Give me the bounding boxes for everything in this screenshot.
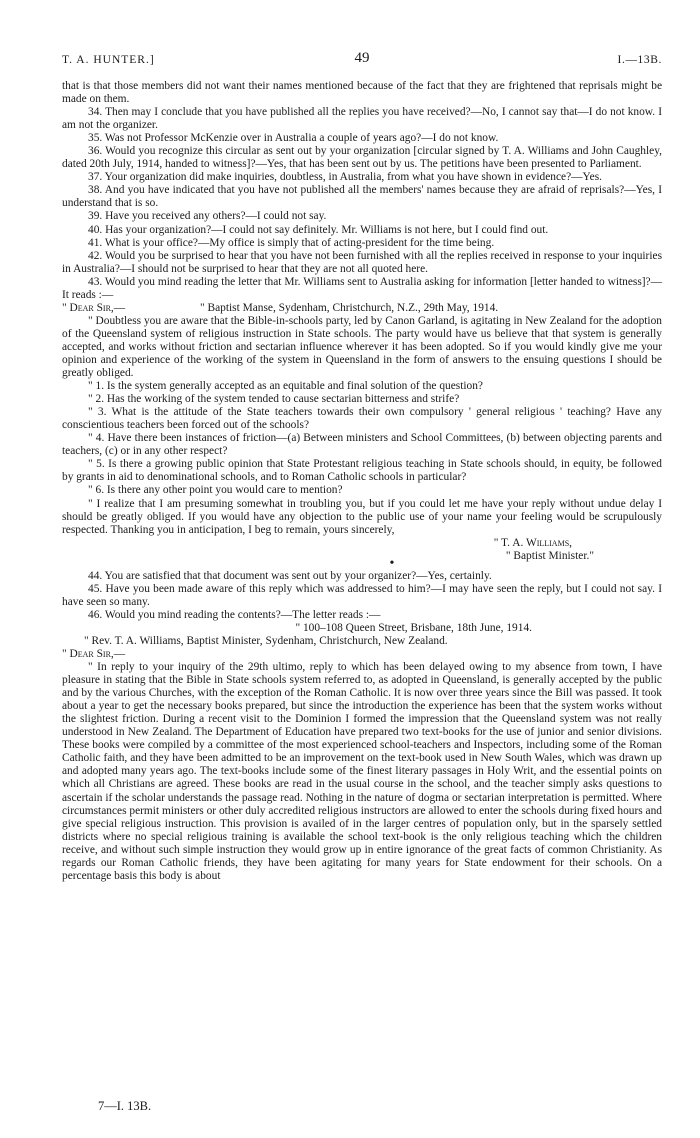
- letter1-salutation-text: " Dear Sir,—: [62, 301, 126, 314]
- letter1-signature-name: " T. A. Williams,: [493, 536, 572, 549]
- separator-dot: •: [389, 555, 395, 571]
- page-header: [62, 50, 662, 70]
- question-43: 43. Would you mind reading the letter that Mr. Williams sent to Australia asking for information [letter handed to witness]?—It reads :—: [62, 275, 662, 301]
- question-44: 44. You are satisfied that that document was sent out by your organizer?—Yes, certainly.: [88, 569, 492, 582]
- letter-williams: [62, 302, 662, 563]
- question-40: 40. Has your organization?—I could not say definitely. Mr. Williams is not here, but I could find out.: [88, 223, 549, 236]
- letter1-question-6: " 6. Is there any other point you would care to mention?: [88, 484, 343, 497]
- question-35: 35. Was not Professor McKenzie over in Australia a couple of years ago?—I do not know.: [88, 132, 499, 145]
- paper-reference: I.—13B.: [617, 54, 662, 66]
- signature-mark: 7—I. 13B.: [98, 1099, 152, 1113]
- page-number: 49: [354, 50, 370, 66]
- paragraph-continuation: that is that those members did not want their names mentioned because of the fact that they are frightened that reprisals might be made on them.: [62, 80, 662, 106]
- letter1-question-1: " 1. Is the system generally accepted as an equitable and final solution of the question?: [88, 380, 483, 393]
- letter2-address: " 100–108 Queen Street, Brisbane, 18th June, 1914.: [295, 621, 532, 634]
- letter1-address: " Baptist Manse, Sydenham, Christchurch, N.Z., 29th May, 1914.: [200, 301, 499, 314]
- question-46: 46. Would you mind reading the contents?—The letter reads :—: [88, 608, 381, 621]
- letter-reply: [62, 622, 662, 883]
- question-42: 42. Would you be surprised to hear that you have not been furnished with all the replies received in response to your inquiries in Australia?—I should not be surprised to hear that they are not all quoted here.: [62, 249, 662, 275]
- question-37: 37. Your organization did make inquiries, doubtless, in Australia, from what you have shown in evidence?—Yes.: [88, 171, 602, 184]
- question-39: 39. Have you received any others?—I could not say.: [88, 210, 327, 223]
- letter1-question-4: " 4. Have there been instances of friction—(a) Between ministers and School Committees, (b) between objecting parents and teachers, (c) or in any other respect?: [62, 432, 662, 458]
- letter1-closing: " I realize that I am presuming somewhat in troubling you, but if you could let me have your reply without undue delay I should be greatly obliged. If you would have any objection to the public use of your name your feeling would be scrupulously respected. Thanking you in anticipation, I beg to remain, yours sincerely,: [62, 497, 662, 536]
- question-38: 38. And you have indicated that you have not published all the members' names because they are afraid of reprisals?—Yes, I understand that is so.: [62, 184, 662, 210]
- letter2-salutation: " Dear Sir,—: [62, 648, 126, 661]
- question-36: 36. Would you recognize this circular as sent out by your organization [circular signed by T. A. Williams and John Caughley, dated 20th July, 1914, handed to witness]?—Yes, that has been sent out by us. The petitions have been presented to Parliament.: [62, 145, 662, 171]
- letter1-question-5: " 5. Is there a growing public opinion that State Protestant religious teaching in State schools should, in equity, be followed by grants in aid to denominational schools, and to Roman Catholic schools in particular?: [62, 458, 662, 484]
- question-34: 34. Then may I conclude that you have published all the replies you have received?—No, I cannot say that—I do not know. I am not the organizer.: [62, 106, 662, 132]
- letter2-body: " In reply to your inquiry of the 29th ultimo, reply to which has been delayed owing to my absence from town, I have pleasure in stating that the Bible in State schools system referred to, as adopted in Queensland, is generally accepted by the public and by the various Churches, with the exception of the Roman Catholic. It is now over three years since the Bill was passed. It took about a year to get the necessary books prepared, but since the introduction the experience has been that the system works without the slightest friction. During a recent visit to the Dominion I formed the impression that the Queensland system was not really understood in New Zealand. The Department of Education have prepared two text-books for the use of junior and senior divisions. These books were compiled by a committee of the most experienced school-teachers and Inspectors, including some of the Roman Catholic faith, and they have been admitted to be an improvement on the text-book used in New South Wales, which was drawn up and adopted many years ago. The text-books include some of the finest literary passages in Holy Writ, and the essential points on which all Christians are agreed. These books are read in the usual course in the school, and the teacher simply asks questions to ascertain if the scholar understands the passage read. Nothing in the nature of dogma or sectarian interpretation is permitted. Where circumstances permit ministers or other duly accredited religious instructors are allowed to enter the schools during fixed hours and give special religious instruction. This provision is availed of in the larger centres of population only, but in the sparsely settled districts where no special religious training is available the school text-book is the only religious teaching which the children receive, and without such simple instruction they would grow up in entire ignorance of the great facts of common Christianity. As regards our Roman Catholic friends, they have been agitating for many years for State endowment for their schools. On a percentage basis this body is about: [62, 661, 662, 882]
- letter1-paragraph: " Doubtless you are aware that the Bible-in-schools party, led by Canon Garland, is agitating in New Zealand for the adoption of the Queensland system of religious instruction in State schools. The party would have us believe that that system is generally accepted, and works without friction and sectarian influence wherever it has been adopted. So if you would kindly give me your opinion and experience of the working of the system in Queensland in the form of answers to the ensuing questions I should be greatly obliged.: [62, 314, 662, 380]
- letter1-question-3: " 3. What is the attitude of the State teachers towards their own compulsory ' general religious ' teaching? Have any conscientious teachers been forced out of the schools?: [62, 406, 662, 432]
- question-45: 45. Have you been made aware of this reply which was addressed to him?—I may have seen the reply, but I could not say. I have seen so many.: [62, 582, 662, 608]
- letter1-salutation: [62, 302, 662, 315]
- question-41: 41. What is your office?—My office is simply that of acting-president for the time being.: [88, 236, 495, 249]
- letter1-signature-title: " Baptist Minister.": [505, 549, 594, 562]
- document-body: [62, 80, 662, 883]
- header-witness-name: T. A. HUNTER.]: [62, 54, 155, 66]
- letter2-addressee: " Rev. T. A. Williams, Baptist Minister, Sydenham, Christchurch, New Zealand.: [84, 634, 448, 647]
- letter1-question-2: " 2. Has the working of the system tended to cause sectarian bitterness and strife?: [88, 393, 460, 406]
